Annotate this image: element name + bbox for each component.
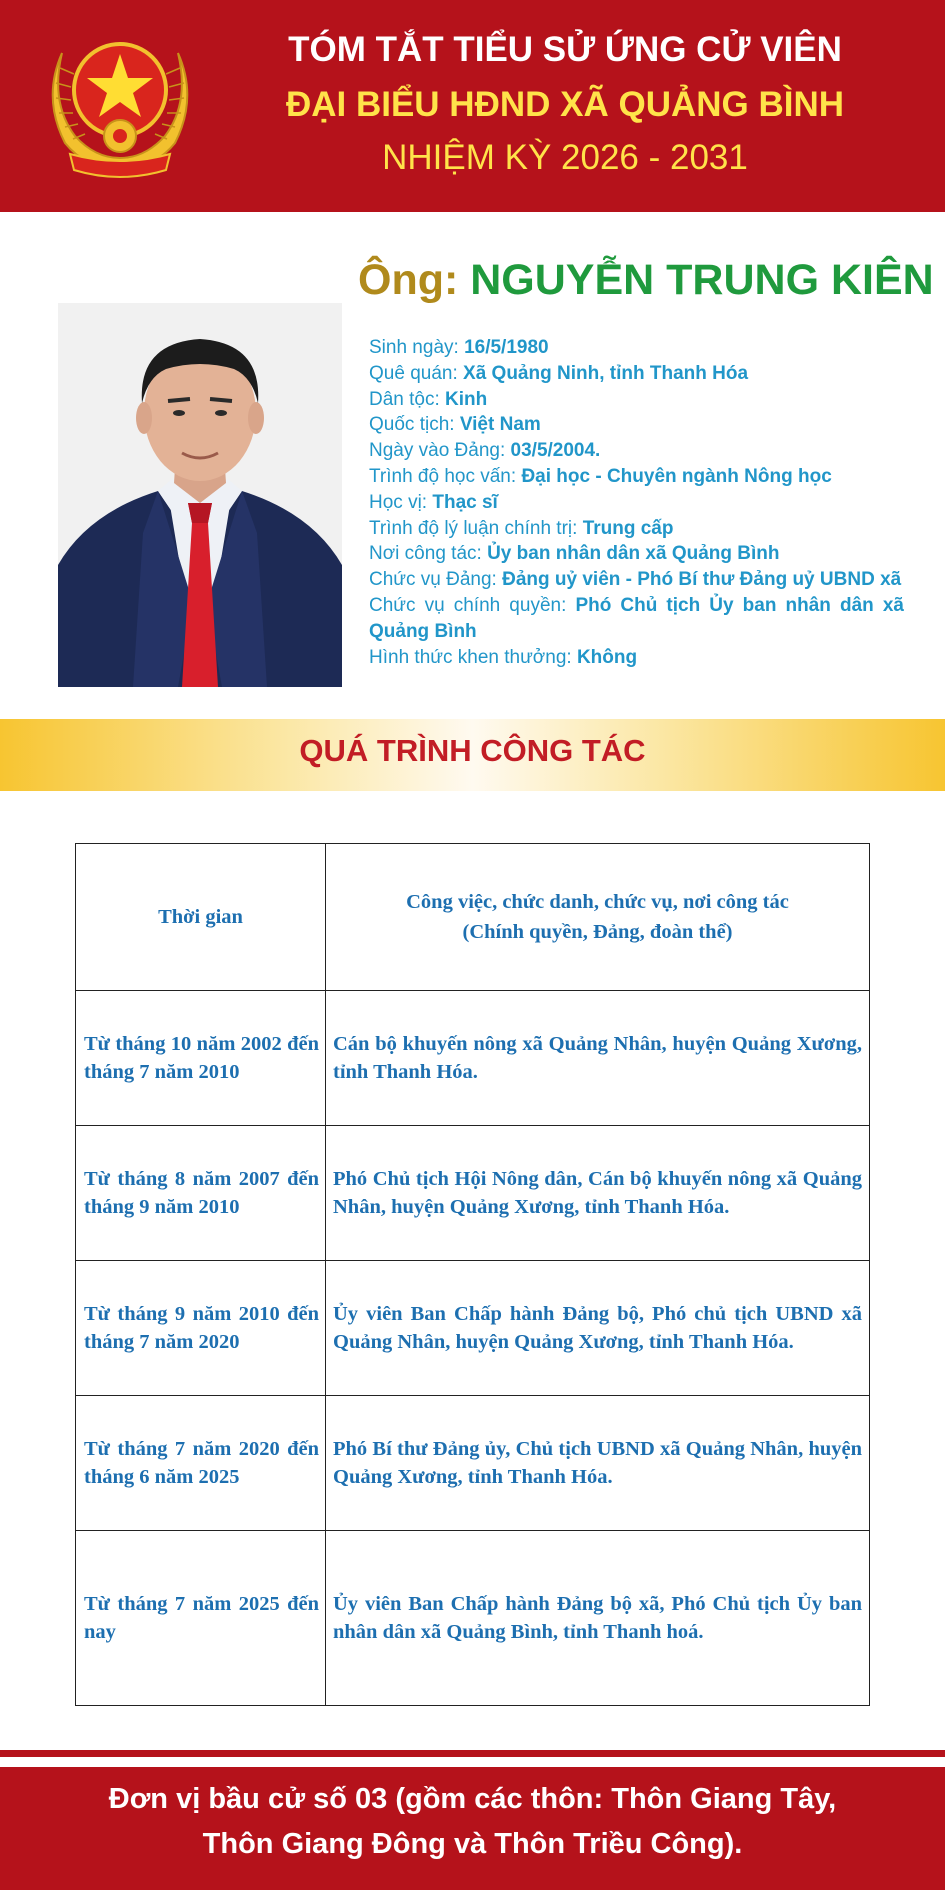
info-label: Chức vụ Đảng: xyxy=(369,569,503,591)
info-label: Quê quán: xyxy=(369,362,464,384)
header-title: TÓM TẮT TIỂU SỬ ỨNG CỬ VIÊN xyxy=(288,30,842,69)
info-party-position xyxy=(369,567,904,593)
candidate-info-list xyxy=(369,335,904,670)
info-value: Ủy ban nhân dân xã Quảng Bình xyxy=(487,543,780,565)
candidate-name-heading xyxy=(358,256,934,305)
row-description: Ủy viên Ban Chấp hành Đảng bộ, Phó chủ tịch UBND xã Quảng Nhân, huyện Quảng Xương, tỉnh Thanh Hóa. xyxy=(326,1261,870,1396)
candidate-portrait xyxy=(58,303,342,687)
header-term: NHIỆM KỲ 2026 - 2031 xyxy=(382,138,748,177)
row-description: Phó Bí thư Đảng ủy, Chủ tịch UBND xã Quảng Nhân, huyện Quảng Xương, tỉnh Thanh Hóa. xyxy=(326,1396,870,1531)
info-label: Chức vụ chính quyền: xyxy=(369,594,576,616)
info-value: Không xyxy=(576,646,638,668)
table-row xyxy=(76,1261,870,1396)
table-header-row xyxy=(76,844,870,991)
info-label: Quốc tịch: xyxy=(369,414,460,436)
info-hometown xyxy=(369,361,904,387)
work-history-table xyxy=(75,843,870,1706)
row-description: Cán bộ khuyến nông xã Quảng Nhân, huyện Quảng Xương, tỉnh Thanh Hóa. xyxy=(326,991,870,1126)
row-time: Từ tháng 8 năm 2007 đến tháng 9 năm 2010 xyxy=(76,1126,326,1261)
info-label: Hình thức khen thưởng: xyxy=(369,646,577,668)
candidate-name: NGUYỄN TRUNG KIÊN xyxy=(470,256,934,304)
info-value: Đại học - Chuyên ngành Nông học xyxy=(521,465,832,487)
table-row xyxy=(76,1126,870,1261)
info-party-join-date xyxy=(369,438,904,464)
info-label: Sinh ngày: xyxy=(369,337,465,358)
row-time: Từ tháng 9 năm 2010 đến tháng 7 năm 2020 xyxy=(76,1261,326,1396)
info-label: Dân tộc: xyxy=(369,388,446,410)
national-emblem-icon xyxy=(40,18,200,183)
row-description: Phó Chủ tịch Hội Nông dân, Cán bộ khuyến nông xã Quảng Nhân, huyện Quảng Xương, tỉnh Thanh Hóa. xyxy=(326,1126,870,1261)
info-awards xyxy=(369,645,904,671)
footer-line-2: Thôn Giang Đông và Thôn Triều Công). xyxy=(202,1828,743,1860)
info-label: Trình độ lý luận chính trị: xyxy=(369,517,583,539)
row-time: Từ tháng 10 năm 2002 đến tháng 7 năm 2010 xyxy=(76,991,326,1126)
name-prefix: Ông: xyxy=(358,256,471,304)
header-description xyxy=(326,844,870,991)
info-value: Việt Nam xyxy=(459,414,541,436)
header-desc-line1: Công việc, chức danh, chức vụ, nơi công tác xyxy=(406,891,789,913)
row-description: Ủy viên Ban Chấp hành Đảng bộ xã, Phó Chủ tịch Ủy ban nhân dân xã Quảng Bình, tỉnh Thanh hoá. xyxy=(326,1531,870,1706)
info-value: Đảng uỷ viên - Phó Bí thư Đảng uỷ UBND xã xyxy=(502,569,902,591)
info-label: Nơi công tác: xyxy=(369,543,488,565)
work-history-table-container xyxy=(75,843,870,1706)
info-label: Học vị: xyxy=(369,491,433,513)
table-row xyxy=(76,1396,870,1531)
info-degree xyxy=(369,490,904,516)
header-subtitle: ĐẠI BIỂU HĐND XÃ QUẢNG BÌNH xyxy=(285,85,845,124)
table-row xyxy=(76,991,870,1126)
info-value: Xã Quảng Ninh, tỉnh Thanh Hóa xyxy=(463,362,749,384)
header-time: Thời gian xyxy=(76,844,326,991)
info-education xyxy=(369,464,904,490)
info-value: Kinh xyxy=(445,388,488,410)
info-nationality xyxy=(369,412,904,438)
info-ethnicity xyxy=(369,387,904,413)
info-label: Ngày vào Đảng: xyxy=(369,440,511,462)
footer-line-1: Đơn vị bầu cử số 03 (gồm các thôn: Thôn Giang Tây, xyxy=(108,1783,837,1815)
footer-divider xyxy=(0,1750,945,1757)
section-title: QUÁ TRÌNH CÔNG TÁC xyxy=(299,733,646,768)
info-government-position xyxy=(369,593,904,645)
info-value: Thạc sĩ xyxy=(432,491,498,513)
info-political-theory xyxy=(369,516,904,542)
info-value: Phó Chủ tịch Ủy ban nhân dân xã Quảng Bình xyxy=(369,594,904,642)
info-value: Trung cấp xyxy=(582,517,674,539)
info-value: 03/5/2004. xyxy=(510,440,601,462)
info-label: Trình độ học vấn: xyxy=(369,465,522,487)
table-row xyxy=(76,1531,870,1706)
row-time: Từ tháng 7 năm 2025 đến nay xyxy=(76,1531,326,1706)
header-desc-line2: (Chính quyền, Đảng, đoàn thể) xyxy=(462,921,733,943)
row-time: Từ tháng 7 năm 2020 đến tháng 6 năm 2025 xyxy=(76,1396,326,1531)
info-birthdate xyxy=(369,335,904,361)
info-workplace xyxy=(369,541,904,567)
info-value: 16/5/1980 xyxy=(464,337,549,358)
